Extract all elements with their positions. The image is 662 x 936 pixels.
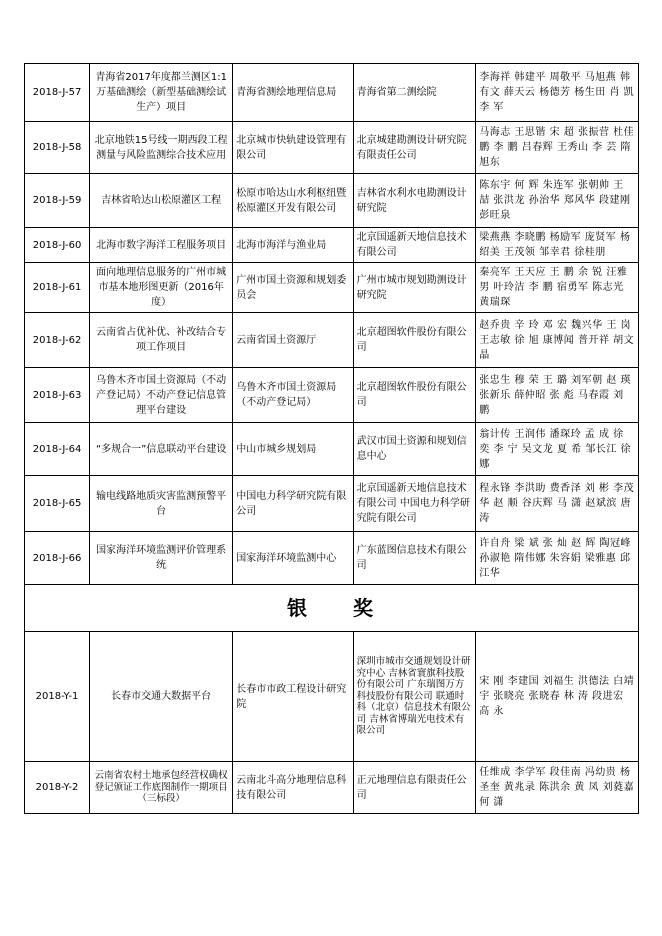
partner-organization: 广东蓝图信息技术有限公司 [353, 532, 476, 585]
completing-organization: 北京城市快轨建设管理有限公司 [233, 122, 353, 174]
project-id: 2018-J-57 [25, 64, 90, 122]
partner-organization: 广州市城市规划勘测设计研究院 [353, 263, 476, 313]
table-row [25, 64, 639, 122]
completing-organization: 云南省国土资源厅 [233, 313, 353, 368]
participants: 张忠生 穆 荣 王 璐 刘军朝 赵 瑛 张新乐 薛仲昭 张 彪 马春霞 刘 鹏 [476, 368, 639, 423]
project-id: 2018-J-66 [25, 532, 90, 585]
completing-organization: 中山市城乡规划局 [233, 423, 353, 476]
project-id: 2018-J-58 [25, 122, 90, 174]
project-name: 青海省2017年度都兰测区1:1万基础测绘（新型基础测绘试生产）项目 [90, 64, 233, 122]
completing-organization: 北海市海洋与渔业局 [233, 228, 353, 263]
table-row [25, 632, 639, 762]
participants: 宋 刚 李建国 刘福生 洪德法 白靖宇 张晓亮 张晓春 林 涛 段进宏 高 永 [476, 632, 639, 762]
project-id: 2018-J-60 [25, 228, 90, 263]
completing-organization: 乌鲁木齐市国土资源局（不动产登记局） [233, 368, 353, 423]
completing-organization: 广州市国土资源和规划委员会 [233, 263, 353, 313]
completing-organization: 国家海洋环境监测中心 [233, 532, 353, 585]
partner-organization: 青海省第二测绘院 [353, 64, 476, 122]
partner-organization: 北京超图软件股份有限公司 [353, 368, 476, 423]
silver-section-row [25, 585, 639, 632]
project-name: 国家海洋环境监测评价管理系统 [90, 532, 233, 585]
table-row [25, 368, 639, 423]
partner-organization: 北京国遥新天地信息技术有限公司 [353, 228, 476, 263]
project-name: 输电线路地质灾害监测预警平台 [90, 476, 233, 532]
project-id: 2018-J-61 [25, 263, 90, 313]
partner-organization: 深圳市城市交通规划设计研究中心 吉林省寰旗科技股份有限公司 广东瑞图万方科技股份有限公司 联通时科（北京）信息技术有限公司 吉林省博瑞光电技术有限公司 [353, 632, 476, 762]
project-id: 2018-J-64 [25, 423, 90, 476]
participants: 程永锋 李洪助 费香泽 刘 彬 李茂华 赵 顺 谷庆辉 马 潇 赵斌滨 唐 涛 [476, 476, 639, 532]
completing-organization: 松原市哈达山水利枢纽暨松原灌区开发有限公司 [233, 174, 353, 228]
project-id: 2018-Y-1 [25, 632, 90, 762]
project-id: 2018-J-65 [25, 476, 90, 532]
participants: 李海祥 韩建平 周敬平 马旭燕 韩有文 薛天云 杨德芳 杨生田 肖 凯 李 军 [476, 64, 639, 122]
participants: 任维成 李学军 段佳南 冯幼贵 杨圣奎 黄兆录 陈洪余 黄 凤 刘蕤嘉 何 潇 [476, 762, 639, 814]
award-table [24, 63, 639, 814]
participants: 梁燕燕 李晓鹏 杨励军 庞贤军 杨绍美 王茂领 邹幸君 徐桂朋 [476, 228, 639, 263]
table-row [25, 762, 639, 814]
participants: 许自舟 梁 斌 张 灿 赵 辉 陶冠峰 孙淑艳 隋伟娜 朱容娟 梁雅惠 邱江华 [476, 532, 639, 585]
participants: 陈东宇 何 辉 朱连军 张朝帅 王 喆 张洪龙 孙治华 郑风华 段建刚 彭旺泉 [476, 174, 639, 228]
partner-organization: 吉林省水利水电勘测设计研究院 [353, 174, 476, 228]
project-id: 2018-J-62 [25, 313, 90, 368]
project-name: 吉林省哈达山松原灌区工程 [90, 174, 233, 228]
completing-organization: 长春市市政工程设计研究院 [233, 632, 353, 762]
table-row [25, 263, 639, 313]
project-name: “多规合一”信息联动平台建设 [90, 423, 233, 476]
participants: 赵乔贵 辛 玲 邓 宏 魏兴华 王 岗 王志敏 徐 旭 康博闻 普开祥 胡文晶 [476, 313, 639, 368]
completing-organization: 中国电力科学研究院有限公司 [233, 476, 353, 532]
table-row [25, 174, 639, 228]
project-id: 2018-J-63 [25, 368, 90, 423]
table-row [25, 423, 639, 476]
partner-organization: 北京超图软件股份有限公司 [353, 313, 476, 368]
table-row [25, 122, 639, 174]
project-name: 乌鲁木齐市国土资源局（不动产登记局）不动产登记信息管理平台建设 [90, 368, 233, 423]
project-name: 北京地铁15号线一期西段工程测量与风险监测综合技术应用 [90, 122, 233, 174]
participants: 秦亮军 王天应 王 鹏 余 锐 汪雅男 叶玲洁 李 鹏 宿勇军 陈志光 黄瑞琛 [476, 263, 639, 313]
project-name: 长春市交通大数据平台 [90, 632, 233, 762]
partner-organization: 北京国遥新天地信息技术有限公司 中国电力科学研究院有限公司 [353, 476, 476, 532]
partner-organization: 北京城建勘测设计研究院有限责任公司 [353, 122, 476, 174]
partner-organization: 武汉市国土资源和规划信息中心 [353, 423, 476, 476]
project-name: 北海市数字海洋工程服务项目 [90, 228, 233, 263]
table-row [25, 313, 639, 368]
table-row [25, 532, 639, 585]
table-row [25, 228, 639, 263]
silver-heading: 银奖 [25, 585, 639, 632]
project-id: 2018-J-59 [25, 174, 90, 228]
table-row [25, 476, 639, 532]
project-name: 面向地理信息服务的广州市城市基本地形图更新（2016年度） [90, 263, 233, 313]
completing-organization: 青海省测绘地理信息局 [233, 64, 353, 122]
project-name: 云南省占优补优、补改结合专项工作项目 [90, 313, 233, 368]
completing-organization: 云南北斗高分地理信息科技有限公司 [233, 762, 353, 814]
participants: 翁计传 王润伟 潘琛玲 孟 成 徐 奕 李 宁 吴文龙 夏 希 邹长江 徐 娜 [476, 423, 639, 476]
project-id: 2018-Y-2 [25, 762, 90, 814]
participants: 马海志 王思锴 宋 超 张振营 杜佳鹏 李 鹏 吕春辉 王秀山 李 芸 隋旭东 [476, 122, 639, 174]
partner-organization: 正元地理信息有限责任公司 [353, 762, 476, 814]
project-name: 云南省农村土地承包经营权确权登记颁证工作底图制作一期项目（三标段） [90, 762, 233, 814]
